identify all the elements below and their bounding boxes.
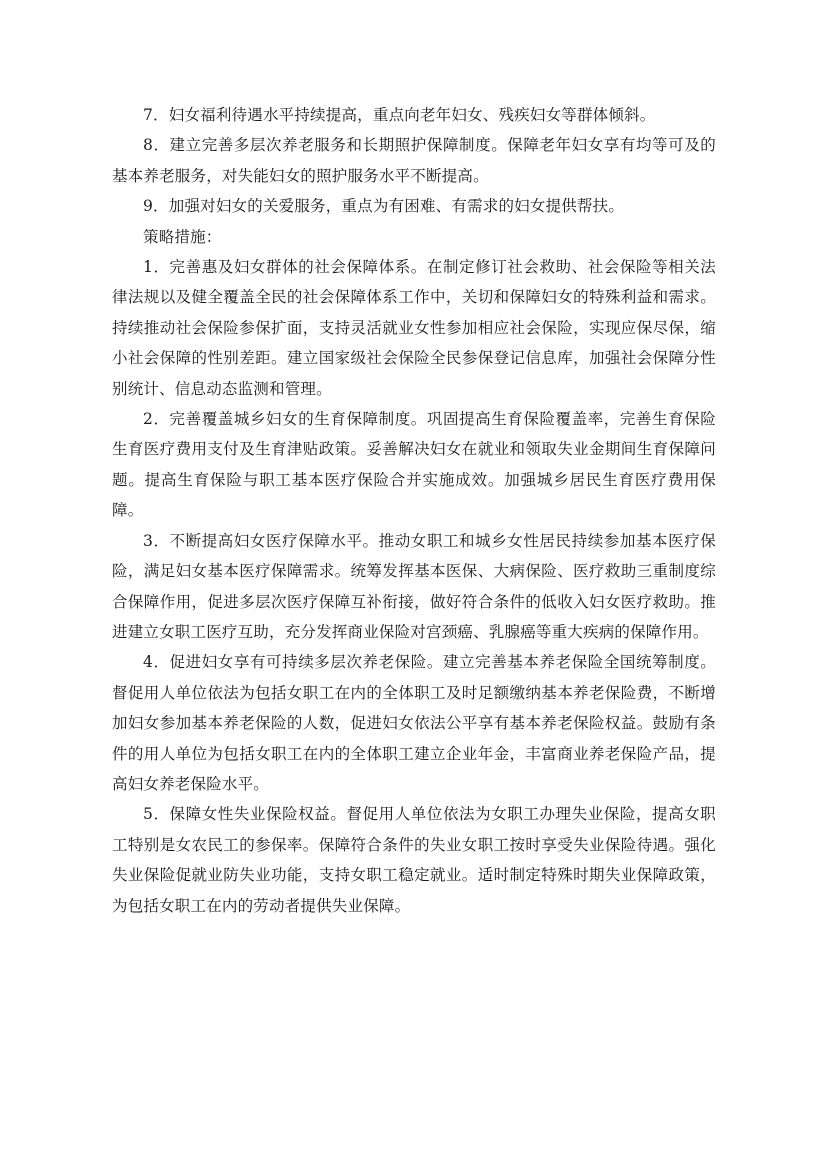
paragraph-goal-7: 7．妇女福利待遇水平持续提高，重点向老年妇女、残疾妇女等群体倾斜。: [143, 106, 656, 124]
paragraph-measure-3: 3．不断提高妇女医疗保障水平。推动女职工和城乡女性居民持续参加基本医疗保险，满足妇女基本医疗保障需求。统筹发挥基本医保、大病保险、医疗救助三重制度综合保障作用，促进多层次医疗保障互补衔接，做好符合条件的低收入妇女医疗救助。推进建立女职工医疗互助，充分发挥商业保险对宫颈癌、乳腺癌等重大疾病的保障作用。: [112, 531, 716, 641]
paragraph-measure-2: 2．完善覆盖城乡妇女的生育保障制度。巩固提高生育保险覆盖率，完善生育保险生育医疗费用支付及生育津贴政策。妥善解决妇女在就业和领取失业金期间生育保障问题。提高生育保险与职工基本医疗保险合并实施成效。加强城乡居民生育医疗费用保障。: [112, 410, 716, 520]
paragraph-measure-5: 5．保障女性失业保险权益。督促用人单位依法为女职工办理失业保险，提高女职工特别是女农民工的参保率。保障符合条件的失业女职工按时享受失业保险待遇。强化失业保险促就业防失业功能，支持女职工稳定就业。适时制定特殊时期失业保障政策，为包括女职工在内的劳动者提供失业保障。: [112, 805, 716, 915]
document-body: [112, 100, 716, 921]
paragraph-measure-4: 4．促进妇女享有可持续多层次养老保险。建立完善基本养老保险全国统筹制度。督促用人单位依法为包括女职工在内的全体职工及时足额缴纳基本养老保险费，不断增加妇女参加基本养老保险的人数，促进妇女依法公平享有基本养老保险权益。鼓励有条件的用人单位为包括女职工在内的全体职工建立企业年金，丰富商业养老保险产品，提高妇女养老保险水平。: [112, 653, 716, 793]
paragraph-goal-8: 8．建立完善多层次养老服务和长期照护保障制度。保障老年妇女享有均等可及的基本养老服务，对失能妇女的照护服务水平不断提高。: [112, 136, 716, 185]
paragraph-measure-1: 1．完善惠及妇女群体的社会保障体系。在制定修订社会救助、社会保险等相关法律法规以及健全覆盖全民的社会保障体系工作中，关切和保障妇女的特殊利益和需求。持续推动社会保险参保扩面，支持灵活就业女性参加相应社会保险，实现应保尽保，缩小社会保障的性别差距。建立国家级社会保险全民参保登记信息库，加强社会保障分性别统计、信息动态监测和管理。: [112, 258, 716, 398]
paragraph-goal-9: 9．加强对妇女的关爱服务，重点为有困难、有需求的妇女提供帮扶。: [143, 197, 625, 216]
strategy-heading: 策略措施：: [143, 227, 222, 246]
